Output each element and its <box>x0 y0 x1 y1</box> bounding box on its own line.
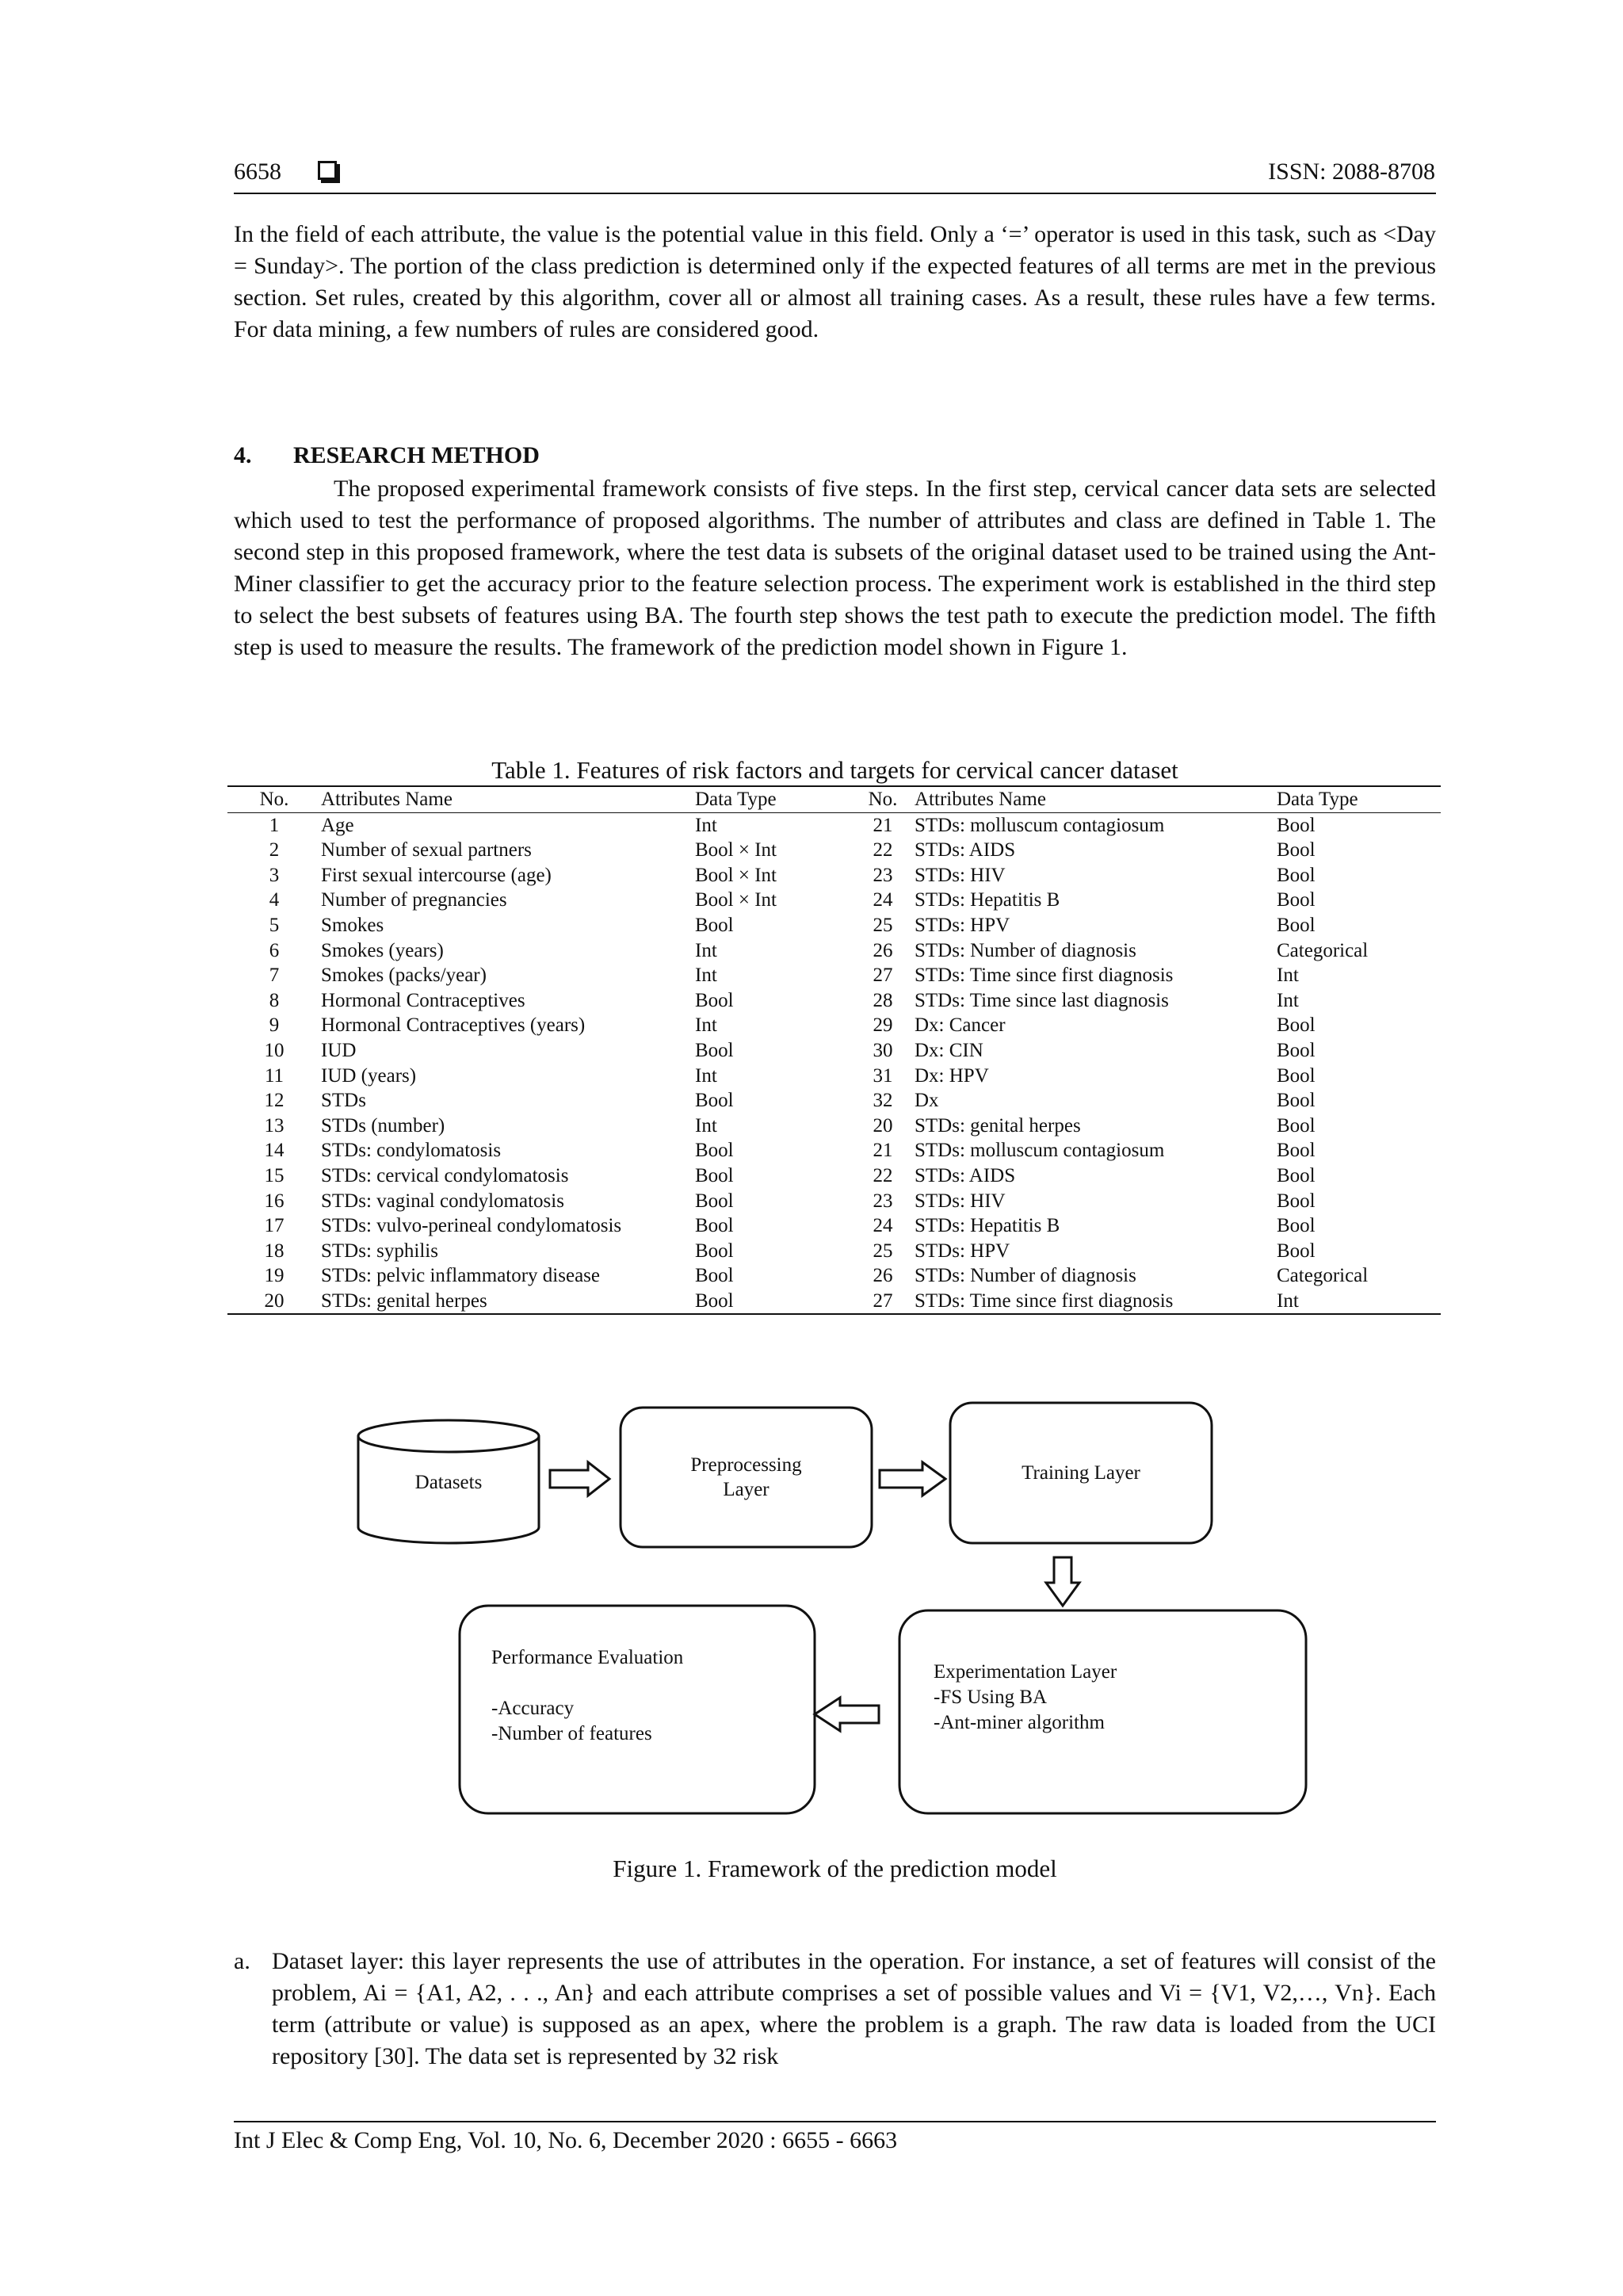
table-title: Table 1. Features of risk factors and targets for cervical cancer dataset <box>491 756 1178 784</box>
list-marker: a. <box>234 1948 250 1974</box>
col-header: Attributes Name <box>321 789 453 810</box>
experimentation-text <box>934 1660 1117 1736</box>
issn: ISSN: 2088-8708 <box>1268 159 1435 185</box>
table-cell: 7 <box>269 965 280 987</box>
table-cell: STDs: HPV <box>915 914 1010 936</box>
table-cell: STDs: cervical condylomatosis <box>321 1164 569 1186</box>
table-cell: STDs: pelvic inflammatory disease <box>321 1265 601 1287</box>
table-cell: Bool <box>695 1215 734 1237</box>
table-cell: STDs: genital herpes <box>915 1114 1081 1137</box>
table-cell: Bool × Int <box>695 889 777 911</box>
table-cell: Smokes <box>321 914 384 936</box>
table-cell: 24 <box>873 889 893 911</box>
figure-caption: Figure 1. Framework of the prediction model <box>613 1855 1057 1882</box>
section-title: RESEARCH METHOD <box>293 442 540 468</box>
table-cell: Bool <box>1277 1090 1316 1112</box>
table-cell: 10 <box>264 1039 285 1061</box>
table-cell: 23 <box>873 1190 893 1212</box>
table-cell: Bool <box>1277 889 1316 911</box>
section-number: 4. <box>234 442 252 468</box>
table-cell: 18 <box>264 1240 285 1262</box>
table-cell: 15 <box>264 1164 285 1186</box>
table-cell: STDs: AIDS <box>915 839 1016 861</box>
table-cell: Bool <box>695 1090 734 1112</box>
table-cell: 26 <box>873 939 893 961</box>
footer-rule <box>234 2121 1436 2122</box>
col-header: Attributes Name <box>915 789 1046 810</box>
table-cell: First sexual intercourse (age) <box>321 864 552 886</box>
table-cell: STDs: vulvo-perineal condylomatosis <box>321 1215 622 1237</box>
table-cell: 13 <box>264 1114 285 1137</box>
table-cell: 6 <box>269 939 280 961</box>
table-cell: STDs <box>321 1090 366 1112</box>
table-cell: 32 <box>873 1090 893 1112</box>
table-cell: Int <box>695 965 717 987</box>
preprocessing-label-line2: Layer <box>723 1479 769 1500</box>
table-cell: Bool <box>695 914 734 936</box>
performance-item: -Number of features <box>491 1723 652 1744</box>
table-cell: Bool <box>695 1140 734 1162</box>
arrow-left-icon <box>815 1698 879 1731</box>
table-cell: 19 <box>264 1265 285 1287</box>
table-cell: Int <box>695 1114 717 1137</box>
table-cell: 21 <box>873 1140 893 1162</box>
table-cell: Bool <box>1277 1240 1316 1262</box>
table-cell: 24 <box>873 1215 893 1237</box>
experimentation-item: -Ant-miner algorithm <box>934 1712 1105 1733</box>
col-header: No. <box>868 789 898 810</box>
table-cell: 17 <box>264 1215 285 1237</box>
table-cell: Bool <box>1277 1215 1316 1237</box>
table-cell: 23 <box>873 864 893 886</box>
table-cell: 14 <box>264 1140 285 1162</box>
table-cell: 29 <box>873 1014 893 1037</box>
table-cell: 20 <box>873 1114 893 1137</box>
table-cell: Bool × Int <box>695 839 777 861</box>
table-cell: Number of sexual partners <box>321 839 532 861</box>
table-cell: STDs: molluscum contagiosum <box>915 1140 1165 1162</box>
table-cell: 31 <box>873 1064 893 1087</box>
table-cell: STDs: Time since last diagnosis <box>915 989 1169 1011</box>
table-cell: IUD <box>321 1039 357 1061</box>
table-cell: STDs: AIDS <box>915 1164 1016 1186</box>
table-cell: 16 <box>264 1190 285 1212</box>
list-item <box>234 1946 1436 2073</box>
table-cell: 3 <box>269 864 280 886</box>
table-cell: STDs: Time since first diagnosis <box>915 965 1174 987</box>
preprocessing-label-line1: Preprocessing <box>690 1454 802 1476</box>
table-cell: 30 <box>873 1039 893 1061</box>
table-cell: Number of pregnancies <box>321 889 507 911</box>
table-cell: Int <box>695 814 717 836</box>
table-cell: Hormonal Contraceptives <box>321 989 525 1011</box>
table-cell: Dx <box>915 1090 939 1112</box>
table-cell: Bool <box>695 1240 734 1262</box>
table-cell: 5 <box>269 914 280 936</box>
table-cell: 28 <box>873 989 893 1011</box>
footer-citation: Int J Elec & Comp Eng, Vol. 10, No. 6, December 2020 : 6655 - 6663 <box>234 2127 898 2153</box>
table-cell: IUD (years) <box>321 1064 417 1087</box>
section-paragraph: The proposed experimental framework consists of five steps. In the first step, cervical cancer data sets are selected which used to test the performance of proposed algorithms. The number of attributes and class are defined in Table 1. The second step in this proposed framework, where the test data is subsets of the original dataset used to be trained using the Ant-Miner classifier to get the accuracy prior to the feature selection process. The experiment work is established in the third step to select the best subsets of features using BA. The fourth step shows the test path to execute the prediction model. The fifth step is used to measure the results. The framework of the prediction model shown in Figure 1. <box>234 476 1436 660</box>
table-cell: Int <box>1277 989 1299 1011</box>
table-cell: Bool <box>1277 1140 1316 1162</box>
table-cell: 27 <box>873 965 893 987</box>
table-cell: Bool <box>1277 914 1316 936</box>
table-cell: STDs: genital herpes <box>321 1289 487 1312</box>
table-cell: STDs: HPV <box>915 1240 1010 1262</box>
table-cell: 1 <box>269 814 280 836</box>
arrow-right-icon <box>880 1462 945 1496</box>
experimentation-title: Experimentation Layer <box>934 1661 1117 1683</box>
preprocessing-label <box>621 1453 872 1502</box>
training-label: Training Layer <box>1022 1462 1140 1484</box>
table-cell: Categorical <box>1277 939 1369 961</box>
table-cell: 25 <box>873 914 893 936</box>
arrow-down-icon <box>1046 1557 1079 1606</box>
table-cell: Bool <box>1277 1039 1316 1061</box>
table-cell: Bool × Int <box>695 864 777 886</box>
table-cell: Age <box>321 814 354 836</box>
table-cell: Bool <box>695 1039 734 1061</box>
table-cell: Bool <box>695 1265 734 1287</box>
table-cell: STDs: molluscum contagiosum <box>915 814 1165 836</box>
table-cell: 9 <box>269 1014 280 1037</box>
table-cell: Bool <box>1277 839 1316 861</box>
table-cell: 8 <box>269 989 280 1011</box>
table-cell: STDs: HIV <box>915 864 1006 886</box>
col-header: Data Type <box>695 789 777 810</box>
performance-item: -Accuracy <box>491 1698 575 1719</box>
table-cell: Dx: CIN <box>915 1039 983 1061</box>
table-cell: Int <box>695 1014 717 1037</box>
table-cell: STDs: Hepatitis B <box>915 889 1060 911</box>
table-cell: STDs: Number of diagnosis <box>915 939 1136 961</box>
table-cell: STDs: condylomatosis <box>321 1140 502 1162</box>
table-cell: Dx: HPV <box>915 1064 989 1087</box>
table-cell: STDs (number) <box>321 1114 445 1137</box>
table-cell: Bool <box>1277 1164 1316 1186</box>
experimentation-item: -FS Using BA <box>934 1687 1048 1708</box>
list-item-text: Dataset layer: this layer represents the use of attributes in the operation. For instance, a set of features will consist of the problem, Ai = {A1, A2, . . ., An} and each attribute comprises a set of possible values and Vi = {V1, V2,…, Vn}. Each term (attribute or value) is supposed as an apex, where the problem is a graph. The raw data is loaded from the UCI repository [30]. The data set is represented by 32 risk <box>272 1948 1436 2069</box>
datasets-cylinder-top <box>358 1420 539 1452</box>
table-cell: Int <box>1277 965 1299 987</box>
table-cell: Smokes (packs/year) <box>321 965 487 987</box>
table-cell: Bool <box>695 1289 734 1312</box>
intro-paragraph: In the field of each attribute, the value is the potential value in this field. Only a ‘=’ operator is used in this task, such as <Day = Sunday>. The portion of the class prediction is determined only if the expected features of all terms are met in the previous section. Set rules, created by this algorithm, cover all or almost all training cases. As a result, these rules have a few terms. For data mining, a few numbers of rules are considered good. <box>234 221 1436 342</box>
table-cell: Bool <box>695 989 734 1011</box>
table-cell: STDs: Hepatitis B <box>915 1215 1060 1237</box>
table-cell: Smokes (years) <box>321 939 444 961</box>
arrow-right-icon <box>550 1462 609 1496</box>
table-cell: Categorical <box>1277 1265 1369 1287</box>
table-cell: Int <box>695 939 717 961</box>
table-cell: Hormonal Contraceptives (years) <box>321 1014 586 1037</box>
table-cell: Bool <box>1277 1114 1316 1137</box>
table-cell: 20 <box>264 1289 285 1312</box>
performance-title: Performance Evaluation <box>491 1647 684 1668</box>
table-cell: STDs: vaginal condylomatosis <box>321 1190 564 1212</box>
page-number: 6658 <box>234 159 281 185</box>
datasets-label: Datasets <box>414 1472 483 1493</box>
col-header: Data Type <box>1277 789 1358 810</box>
table-cell: Bool <box>1277 1190 1316 1212</box>
table-cell: Dx: Cancer <box>915 1014 1006 1037</box>
table-cell: Bool <box>1277 864 1316 886</box>
table-cell: Int <box>1277 1289 1299 1312</box>
table-cell: 25 <box>873 1240 893 1262</box>
table-cell: 2 <box>269 839 280 861</box>
table-cell: STDs: Number of diagnosis <box>915 1265 1136 1287</box>
table-cell: 12 <box>264 1090 285 1112</box>
table-cell: Bool <box>695 1190 734 1212</box>
table-cell: 22 <box>873 1164 893 1186</box>
table-cell: STDs: syphilis <box>321 1240 438 1262</box>
table-cell: Int <box>695 1064 717 1087</box>
col-header: No. <box>259 789 289 810</box>
table-cell: 22 <box>873 839 893 861</box>
table-cell: STDs: Time since first diagnosis <box>915 1289 1174 1312</box>
table-cell: 26 <box>873 1265 893 1287</box>
table-cell: Bool <box>1277 1014 1316 1037</box>
table-cell: Bool <box>1277 814 1316 836</box>
table-cell: Bool <box>1277 1064 1316 1087</box>
table-cell: 11 <box>264 1064 285 1087</box>
table-cell: STDs: HIV <box>915 1190 1006 1212</box>
table-cell: 27 <box>873 1289 893 1312</box>
performance-text <box>491 1645 683 1747</box>
table-cell: 4 <box>269 889 280 911</box>
table-cell: 21 <box>873 814 893 836</box>
table-cell: Bool <box>695 1164 734 1186</box>
